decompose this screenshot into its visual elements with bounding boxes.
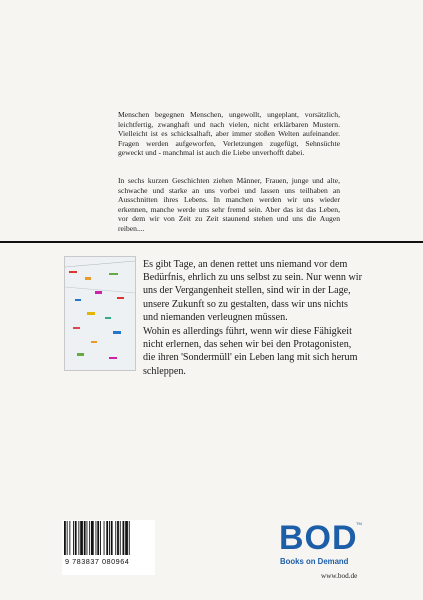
bod-trademark: TM (356, 521, 362, 526)
barcode-bar (115, 521, 116, 555)
barcode-bar (78, 521, 79, 555)
isbn-barcode (62, 520, 155, 575)
bod-tagline: Books on Demand (280, 557, 349, 566)
barcode-bar (106, 521, 108, 555)
barcode-bar (64, 521, 66, 555)
barcode-bar (117, 521, 119, 555)
barcode-bar (91, 521, 94, 555)
barcode-bar (104, 521, 105, 555)
cover-photo (64, 256, 136, 371)
barcode-bar (75, 521, 77, 555)
blurb-paragraph-1: Es gibt Tage, an denen rettet uns niemand vor dem Bedürfnis, ehrlich zu uns selbst zu sein. Nur wenn wir uns der Vergangenheit stellen, sind wir in der Lage, unsere Zukunft so zu gestalten, dass wir uns nichts und niemanden verleugnen müssen. (143, 259, 362, 323)
publisher-url: www.bod.de (321, 572, 358, 580)
barcode-bar (87, 521, 88, 555)
barcode-bar (84, 521, 86, 555)
barcode-bar (100, 521, 101, 555)
barcode-bar (67, 521, 68, 555)
intro-paragraph-1: Menschen begegnen Menschen, ungewollt, ungeplant, vorsätzlich, leichtfertig, zwanghaft und nach vielen, nicht erklärbaren Mustern. Vielleicht ist es schicksalhaft, aber immer stoßen Welten aufeinander. Fragen werden aufgeworfen, Verletzungen zugefügt, Sehnsüchte geweckt und - manchmal ist auch die Liebe unverhofft dabei. (118, 110, 340, 158)
barcode-bar (89, 521, 90, 555)
bod-logo-letters: BOD (279, 519, 358, 557)
barcode-bar (111, 521, 113, 555)
isbn-number: 9 783837 080964 (65, 557, 130, 566)
barcode-bar (80, 521, 83, 555)
barcode-bar (73, 521, 74, 555)
barcode-bar (97, 521, 99, 555)
barcode-bar (125, 521, 128, 555)
blurb-paragraph-2: Wohin es allerdings führt, wenn wir diese Fähigkeit nicht erlernen, das sehen wir bei den Protagonisten, die ihren 'Sondermüll' ein Leben lang mit sich herum schleppen. (143, 326, 358, 377)
barcode-bar (109, 521, 110, 555)
barcode-bar (120, 521, 121, 555)
bod-logo (279, 519, 362, 575)
barcode-bar (96, 521, 97, 555)
barcode-bar (69, 521, 70, 555)
barcode-bar (123, 521, 125, 555)
horizontal-rule (0, 241, 423, 243)
barcode-bar (129, 521, 130, 555)
intro-paragraph-2: In sechs kurzen Geschichten ziehen Männer, Frauen, junge und alte, schwache und starke an uns vorbei und lassen uns teilhaben an Ausschnitten ihres Lebens. In manchen werden wir uns wieder erkennen, manche werde uns sehr fremd sein. Aber das ist das Leben, vor dem wir von Zeit zu Zeit staunend stehen und uns die Augen reiben.... (118, 176, 340, 233)
